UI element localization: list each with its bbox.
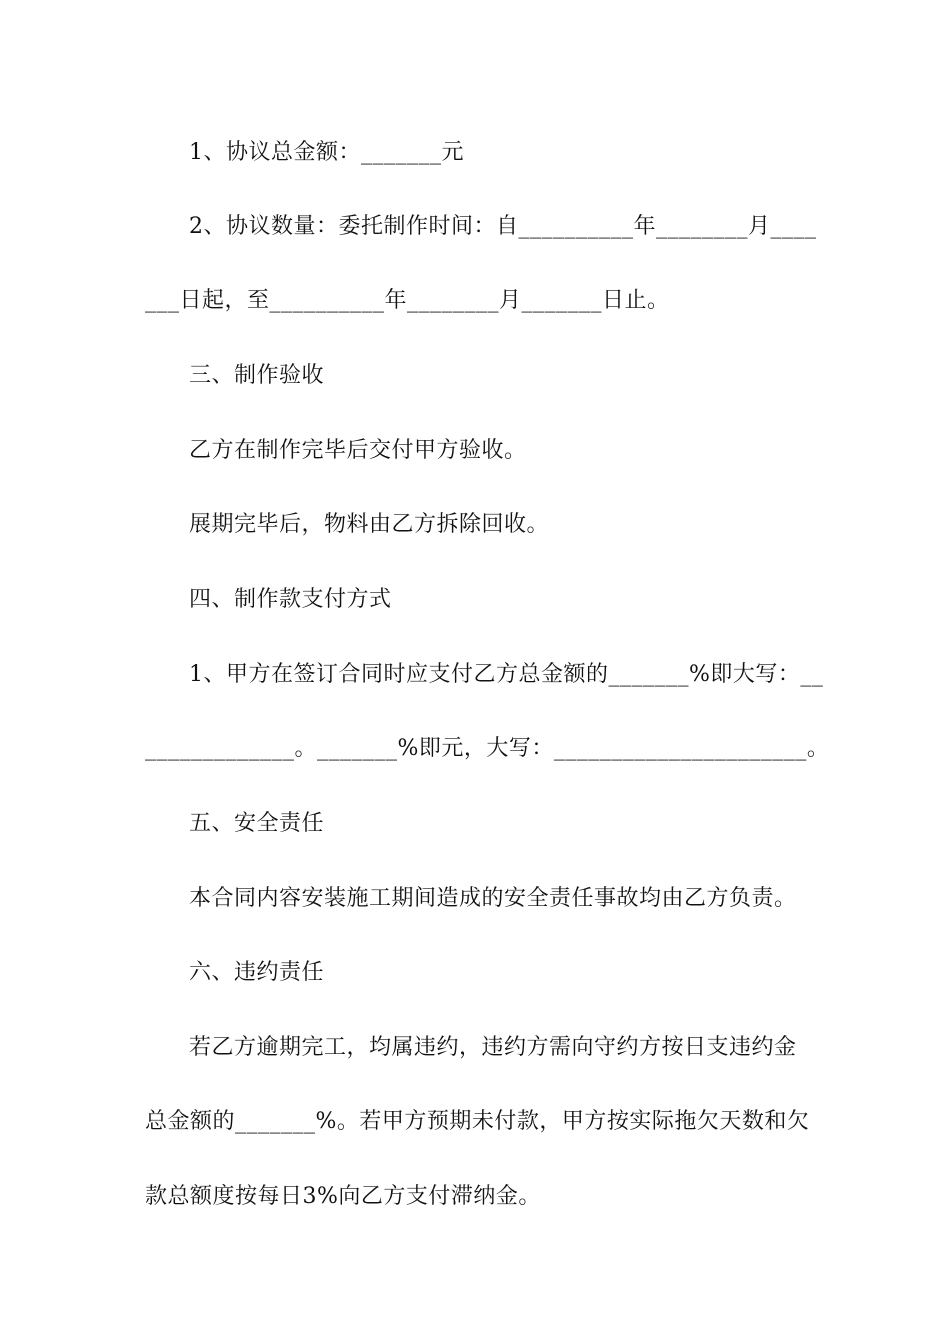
clause-total-amount: 1、协议总金额：_______元 — [189, 140, 464, 165]
section-heading-payment: 四、制作款支付方式 — [189, 587, 392, 612]
clause-quantity-time: 2、协议数量：委托制作时间：自__________年________月____ — [189, 214, 817, 239]
clause-payment: 1、甲方在签订合同时应支付乙方总金额的_______%即大写：__ — [189, 662, 824, 687]
paragraph-acceptance: 乙方在制作完毕后交付甲方验收。 — [189, 438, 527, 463]
paragraph-liability: 若乙方逾期完工，均属违约，违约方需向守约方按日支违约金 — [189, 1035, 797, 1060]
section-heading-liability: 六、违约责任 — [189, 960, 325, 985]
paragraph-liability-cont-2: 款总额度按每日3%向乙方支付滞纳金。 — [145, 1184, 541, 1209]
paragraph-safety: 本合同内容安装施工期间造成的安全责任事故均由乙方负责。 — [189, 886, 797, 911]
section-heading-safety: 五、安全责任 — [189, 811, 325, 836]
paragraph-removal: 展期完毕后，物料由乙方拆除回收。 — [189, 512, 550, 537]
clause-quantity-time-cont: ___日起，至__________年________月_______日止。 — [145, 288, 670, 313]
paragraph-liability-cont-1: 总金额的_______%。若甲方预期未付款，甲方按实际拖欠天数和欠 — [145, 1109, 810, 1134]
section-heading-acceptance: 三、制作验收 — [189, 363, 325, 388]
clause-payment-cont: _____________。_______%即元，大写：______________________。 — [145, 736, 830, 761]
